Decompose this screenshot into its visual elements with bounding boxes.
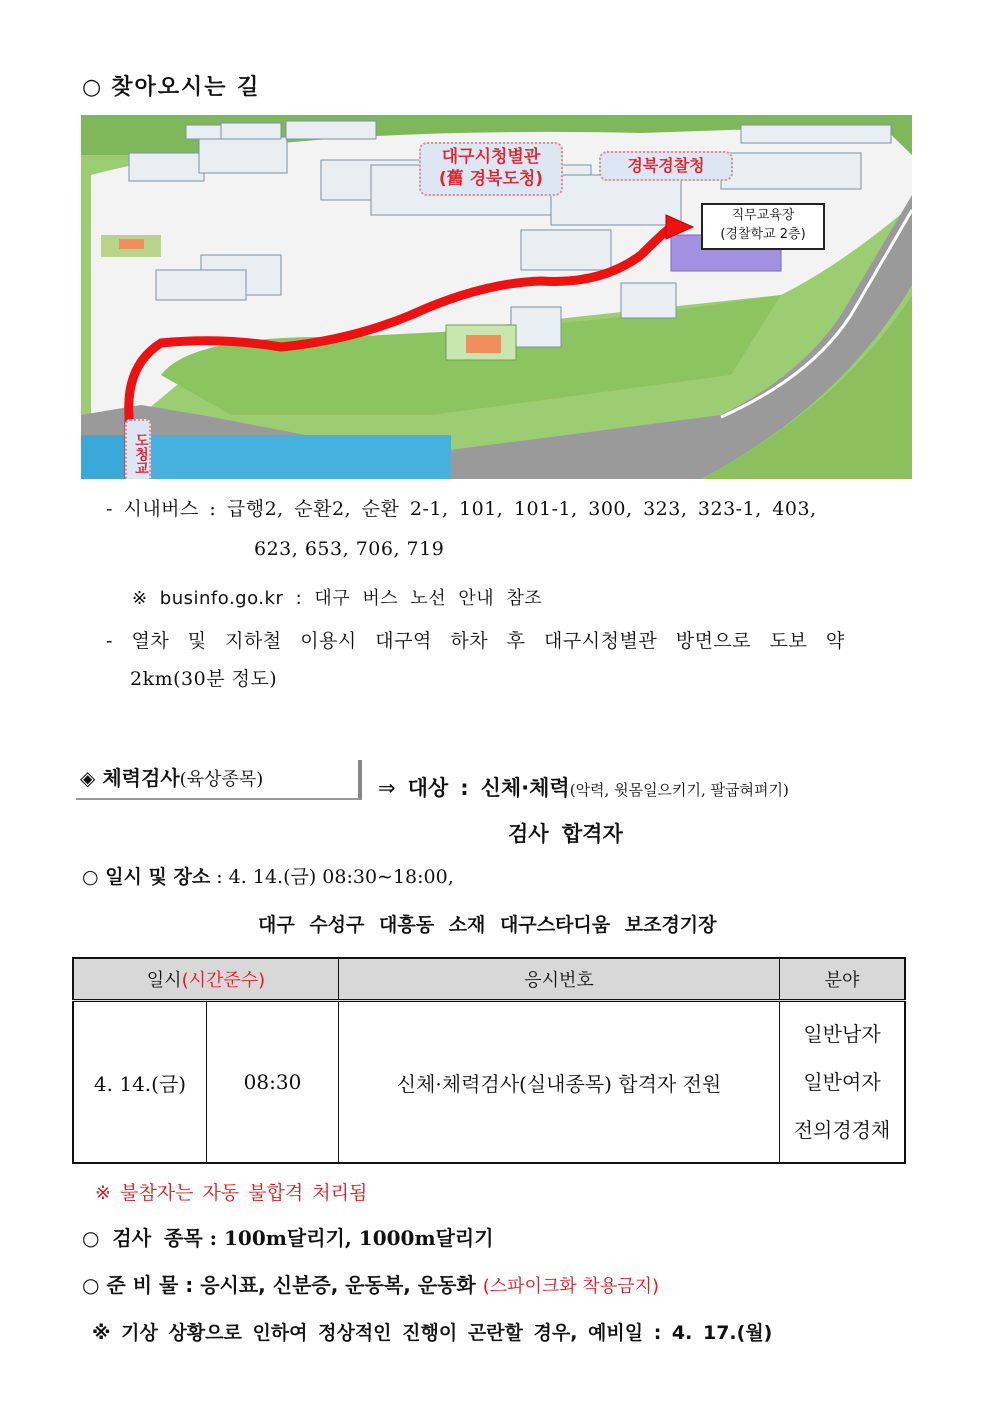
absence-warning: ※ 불참자는 자동 불합격 처리됨 — [95, 1182, 368, 1204]
map-label-training-site-title: 직무교육장 — [731, 208, 795, 223]
bus-info-note: ※ businfo.go.kr : 대구 버스 노선 안내 참조 — [132, 588, 543, 609]
target-colon: : — [460, 776, 469, 800]
field-item: 일반여자 — [803, 1070, 881, 1094]
header-datetime — [73, 958, 339, 1001]
section-header-box — [76, 760, 362, 800]
header-datetime-note: (시간준수) — [181, 970, 266, 991]
diamond-bullet-icon: ◈ — [80, 766, 96, 790]
section-title-text: 체력검사 — [102, 766, 180, 790]
schedule-value: : 4. 14.(금) 08:30∼18:00, — [210, 866, 454, 888]
test-items-value: : 100m달리기, 1000m달리기 — [202, 1226, 494, 1250]
preparation-warning: (스파이크화 착용금지) — [482, 1276, 659, 1297]
target-label: 대상 — [407, 776, 449, 800]
campus-map — [81, 115, 912, 479]
location-line: 대구 수성구 대흥동 소재 대구스타디움 보조경기장 — [258, 914, 717, 936]
cell-date: 4. 14.(금) — [73, 1001, 207, 1164]
cell-exam-number: 신체·체력검사(실내종목) 합격자 전원 — [339, 1001, 780, 1164]
section-title-sub: (육상종목) — [179, 769, 264, 790]
header-exam-number: 응시번호 — [339, 958, 780, 1001]
map-label-city-hall-annex-sub: (舊 경북도청) — [438, 169, 544, 189]
map-label-police-agency: 경북경찰청 — [599, 151, 733, 181]
target-detail: (악력, 윗몸일으키기, 팔굽혀펴기) — [569, 781, 789, 799]
map-label-training-site — [701, 203, 825, 250]
right-arrow-icon: ⇒ — [378, 776, 396, 800]
field-item: 전의경경채 — [793, 1118, 891, 1142]
directions-heading — [82, 70, 260, 101]
schedule-lead: ○ 일시 및 장소 — [82, 866, 211, 888]
header-field: 분야 — [780, 958, 906, 1001]
field-item: 일반남자 — [803, 1022, 881, 1046]
weather-note: ※ 기상 상황으로 인하여 정상적인 진행이 곤란할 경우, 예비일 : 4. 17.(월) — [92, 1322, 773, 1344]
section-title — [80, 762, 263, 791]
cell-fields — [780, 1001, 906, 1164]
test-items-line — [82, 1222, 494, 1251]
circle-bullet-icon: ○ — [82, 75, 104, 100]
preparation-line — [82, 1269, 659, 1298]
preparation-lead: ○ 준 비 물 : 응시표, 신분증, 운동복, 운동화 — [82, 1273, 483, 1297]
target-line — [378, 772, 789, 802]
map-label-bridge: 도청교 — [125, 419, 151, 479]
table-header-row — [73, 958, 905, 1001]
bus-routes-line1: - 시내버스 : 급행2, 순환2, 순환 2-1, 101, 101-1, 300, 323, 323-1, 403, — [106, 498, 817, 520]
schedule-table — [72, 957, 906, 1164]
map-label-city-hall-annex — [419, 142, 563, 196]
cell-time: 08:30 — [207, 1001, 339, 1164]
header-datetime-text: 일시 — [146, 970, 182, 991]
target-value: 신체·체력 — [480, 776, 570, 800]
train-directions-line2: 2km(30분 정도) — [130, 668, 278, 690]
table-row — [73, 1001, 905, 1164]
test-items-lead: ○ 검사 종목 — [82, 1226, 203, 1250]
bus-routes-line2: 623, 653, 706, 719 — [254, 538, 445, 560]
schedule-line — [82, 862, 454, 889]
map-label-city-hall-annex-title: 대구시청별관 — [441, 147, 541, 167]
target-line2: 검사 합격자 — [508, 822, 623, 846]
train-directions-line1: - 열차 및 지하철 이용시 대구역 하차 후 대구시청별관 방면으로 도보 약 — [106, 630, 845, 652]
map-label-training-site-sub: (경찰학교 2층) — [720, 227, 806, 242]
directions-heading-text: 찾아오시는 길 — [111, 75, 261, 100]
